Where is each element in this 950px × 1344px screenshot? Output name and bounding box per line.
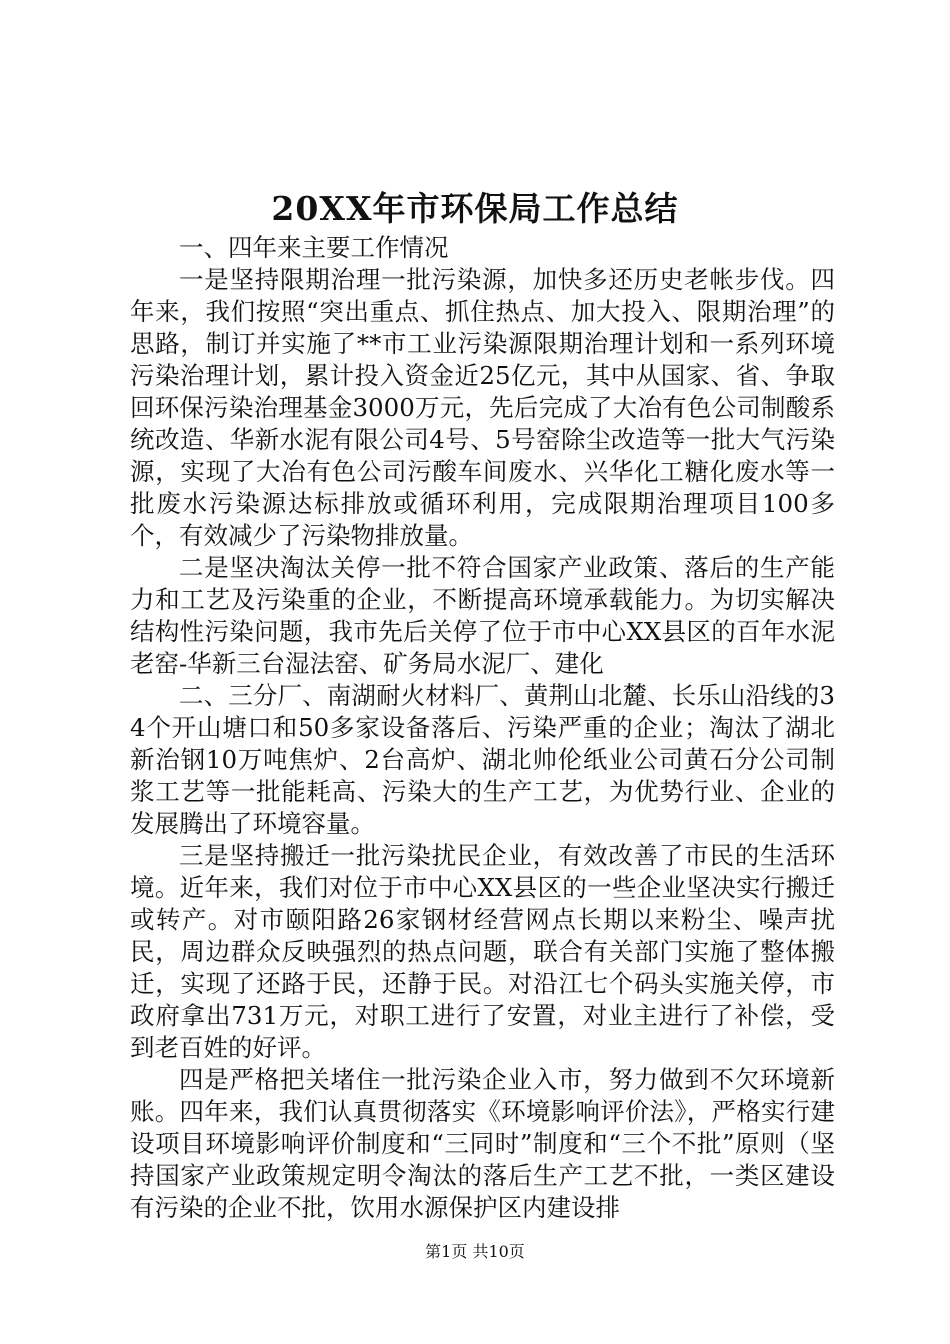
paragraph-5: 四是严格把关堵住一批污染企业入市，努力做到不欠环境新账。四年来，我们认真贯彻落实《环境影响评价法》，严格实行建设项目环境影响评价制度和“三同时”制度和“三个不批”原则（坚持国家产业政策规定明令淘汰的落后生产工艺不批，一类区建设有污染的企业不批，饮用水源保护区内建设排 [130,1065,835,1222]
paragraph-1: 一是坚持限期治理一批污染源，加快多还历史老帐步伐。四年来，我们按照“突出重点、抓住热点、加大投入、限期治理”的思路，制订并实施了**市工业污染源限期治理计划和一系列环境污染治理计划，累计投入资金近25亿元，其中从国家、省、争取回环保污染治理基金3000万元，先后完成了大冶有色公司制酸系统改造、华新水泥有限公司4号、5号窑除尘改造等一批大气污染源，实现了大冶有色公司污酸车间废水、兴华化工糖化废水等一批废水污染源达标排放或循环利用，完成限期治理项目100多个，有效减少了污染物排放量。 [130,265,835,550]
paragraph-3: 二、三分厂、南湖耐火材料厂、黄荆山北麓、长乐山沿线的34个开山塘口和50多家设备落后、污染严重的企业；淘汰了湖北新治钢10万吨焦炉、2台高炉、湖北帅伦纸业公司黄石分公司制浆工艺等一批能耗高、污染大的生产工艺，为优势行业、企业的发展腾出了环境容量。 [130,681,835,838]
document-title: 20XX年市环保局工作总结 [271,189,679,228]
paragraph-4: 三是坚持搬迁一批污染扰民企业，有效改善了市民的生活环境。近年来，我们对位于市中心XX县区的一些企业坚决实行搬迁或转产。对市颐阳路26家钢材经营网点长期以来粉尘、噪声扰民，周边群众反映强烈的热点问题，联合有关部门实施了整体搬迁，实现了还路于民，还静于民。对沿江七个码头实施关停，市政府拿出731万元，对职工进行了安置，对业主进行了补偿，受到老百姓的好评。 [130,841,835,1062]
document-body [130,232,835,1224]
section-heading: 一、四年来主要工作情况 [179,233,449,262]
paragraph-2: 二是坚决淘汰关停一批不符合国家产业政策、落后的生产能力和工艺及污染重的企业，不断提高环境承载能力。为切实解决结构性污染问题，我市先后关停了位于市中心XX县区的百年水泥老窑-华新三台湿法窑、矿务局水泥厂、建化 [130,553,835,678]
page-number-footer: 第1页 共10页 [425,1242,525,1261]
